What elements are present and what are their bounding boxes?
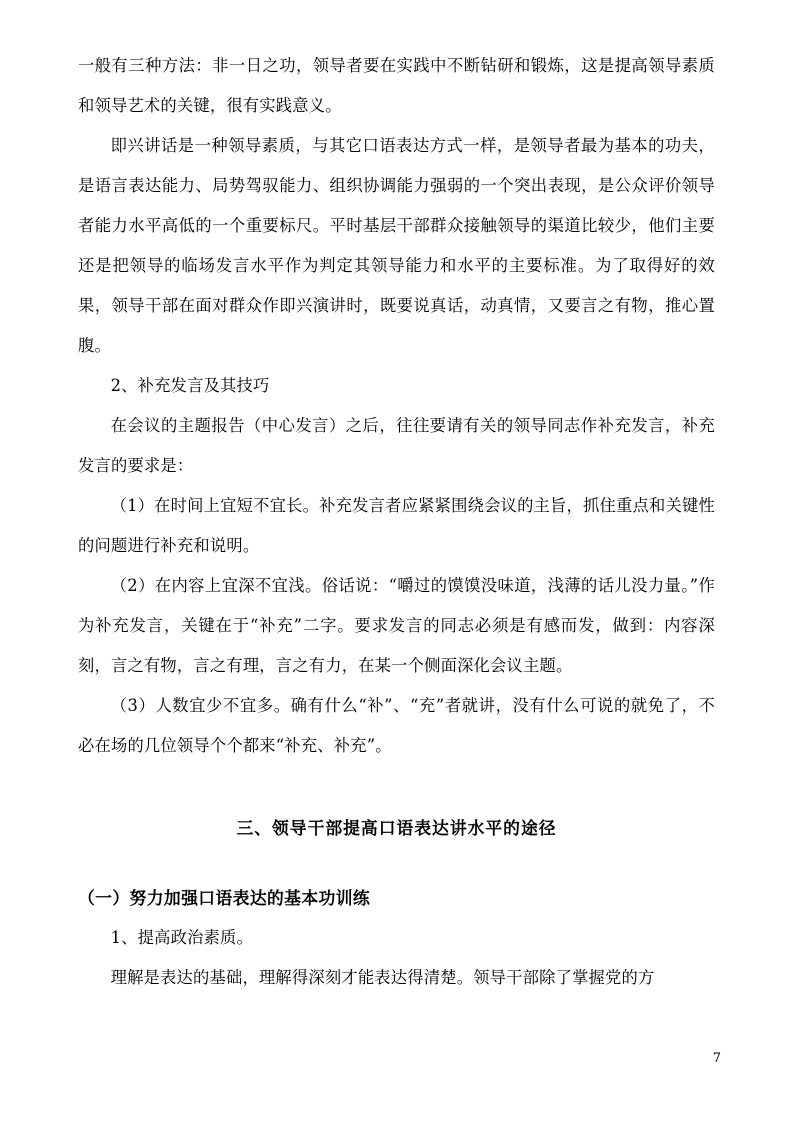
page-number: 7 bbox=[712, 1051, 721, 1066]
section-heading: 三、领导干部提高口语表达讲水平的途径 bbox=[236, 818, 557, 838]
document-body bbox=[78, 46, 715, 998]
paragraph: 一般有三种方法：非一日之功，领导者要在实践中不断钻研和锻炼，这是提高领导素质和领导艺术的关键，很有实践意义。 bbox=[78, 56, 715, 115]
subsection-heading: （一）努力加强口语表达的基本功训练 bbox=[78, 888, 371, 908]
paragraph: （2）在内容上宜深不宜浅。俗话说：“嚼过的馍馍没味道，浅薄的话儿没力量。”作为补充发言，关键在于“补充”二字。要求发言的同志必须是有感而发，做到：内容深刻，言之有物，言之有理，言之有力，在某一个侧面深化会议主题。 bbox=[78, 576, 715, 675]
paragraph: （1）在时间上宜短不宜长。补充发言者应紧紧围绕会议的主旨，抓住重点和关键性的问题进行补充和说明。 bbox=[78, 496, 715, 555]
paragraph: 2、补充发言及其技巧 bbox=[110, 376, 270, 395]
paragraph: 理解是表达的基础，理解得深刻才能表达得清楚。领导干部除了掌握党的方 bbox=[110, 968, 655, 987]
section-spacer bbox=[78, 766, 715, 808]
paragraph: （3）人数宜少不宜多。确有什么“补”、“充”者就讲，没有什么可说的就免了，不必在场的几位领导个个都来“补充、补充”。 bbox=[78, 696, 715, 755]
paragraph: 即兴讲话是一种领导素质，与其它口语表达方式一样，是领导者最为基本的功夫，是语言表达能力、局势驾驭能力、组织协调能力强弱的一个突出表现，是公众评价领导者能力水平高低的一个重要标尺。平时基层干部群众接触领导的渠道比较少，他们主要还是把领导的临场发言水平作为判定其领导能力和水平的主要标准。为了取得好的效果，领导干部在面对群众作即兴演讲时，既要说真话，动真情，又要言之有物，推心置腹。 bbox=[78, 136, 715, 355]
paragraph: 在会议的主题报告（中心发言）之后，往往要请有关的领导同志作补充发言，补充发言的要求是： bbox=[78, 416, 715, 475]
paragraph: 1、提高政治素质。 bbox=[110, 928, 254, 947]
heading-spacer bbox=[78, 848, 715, 878]
